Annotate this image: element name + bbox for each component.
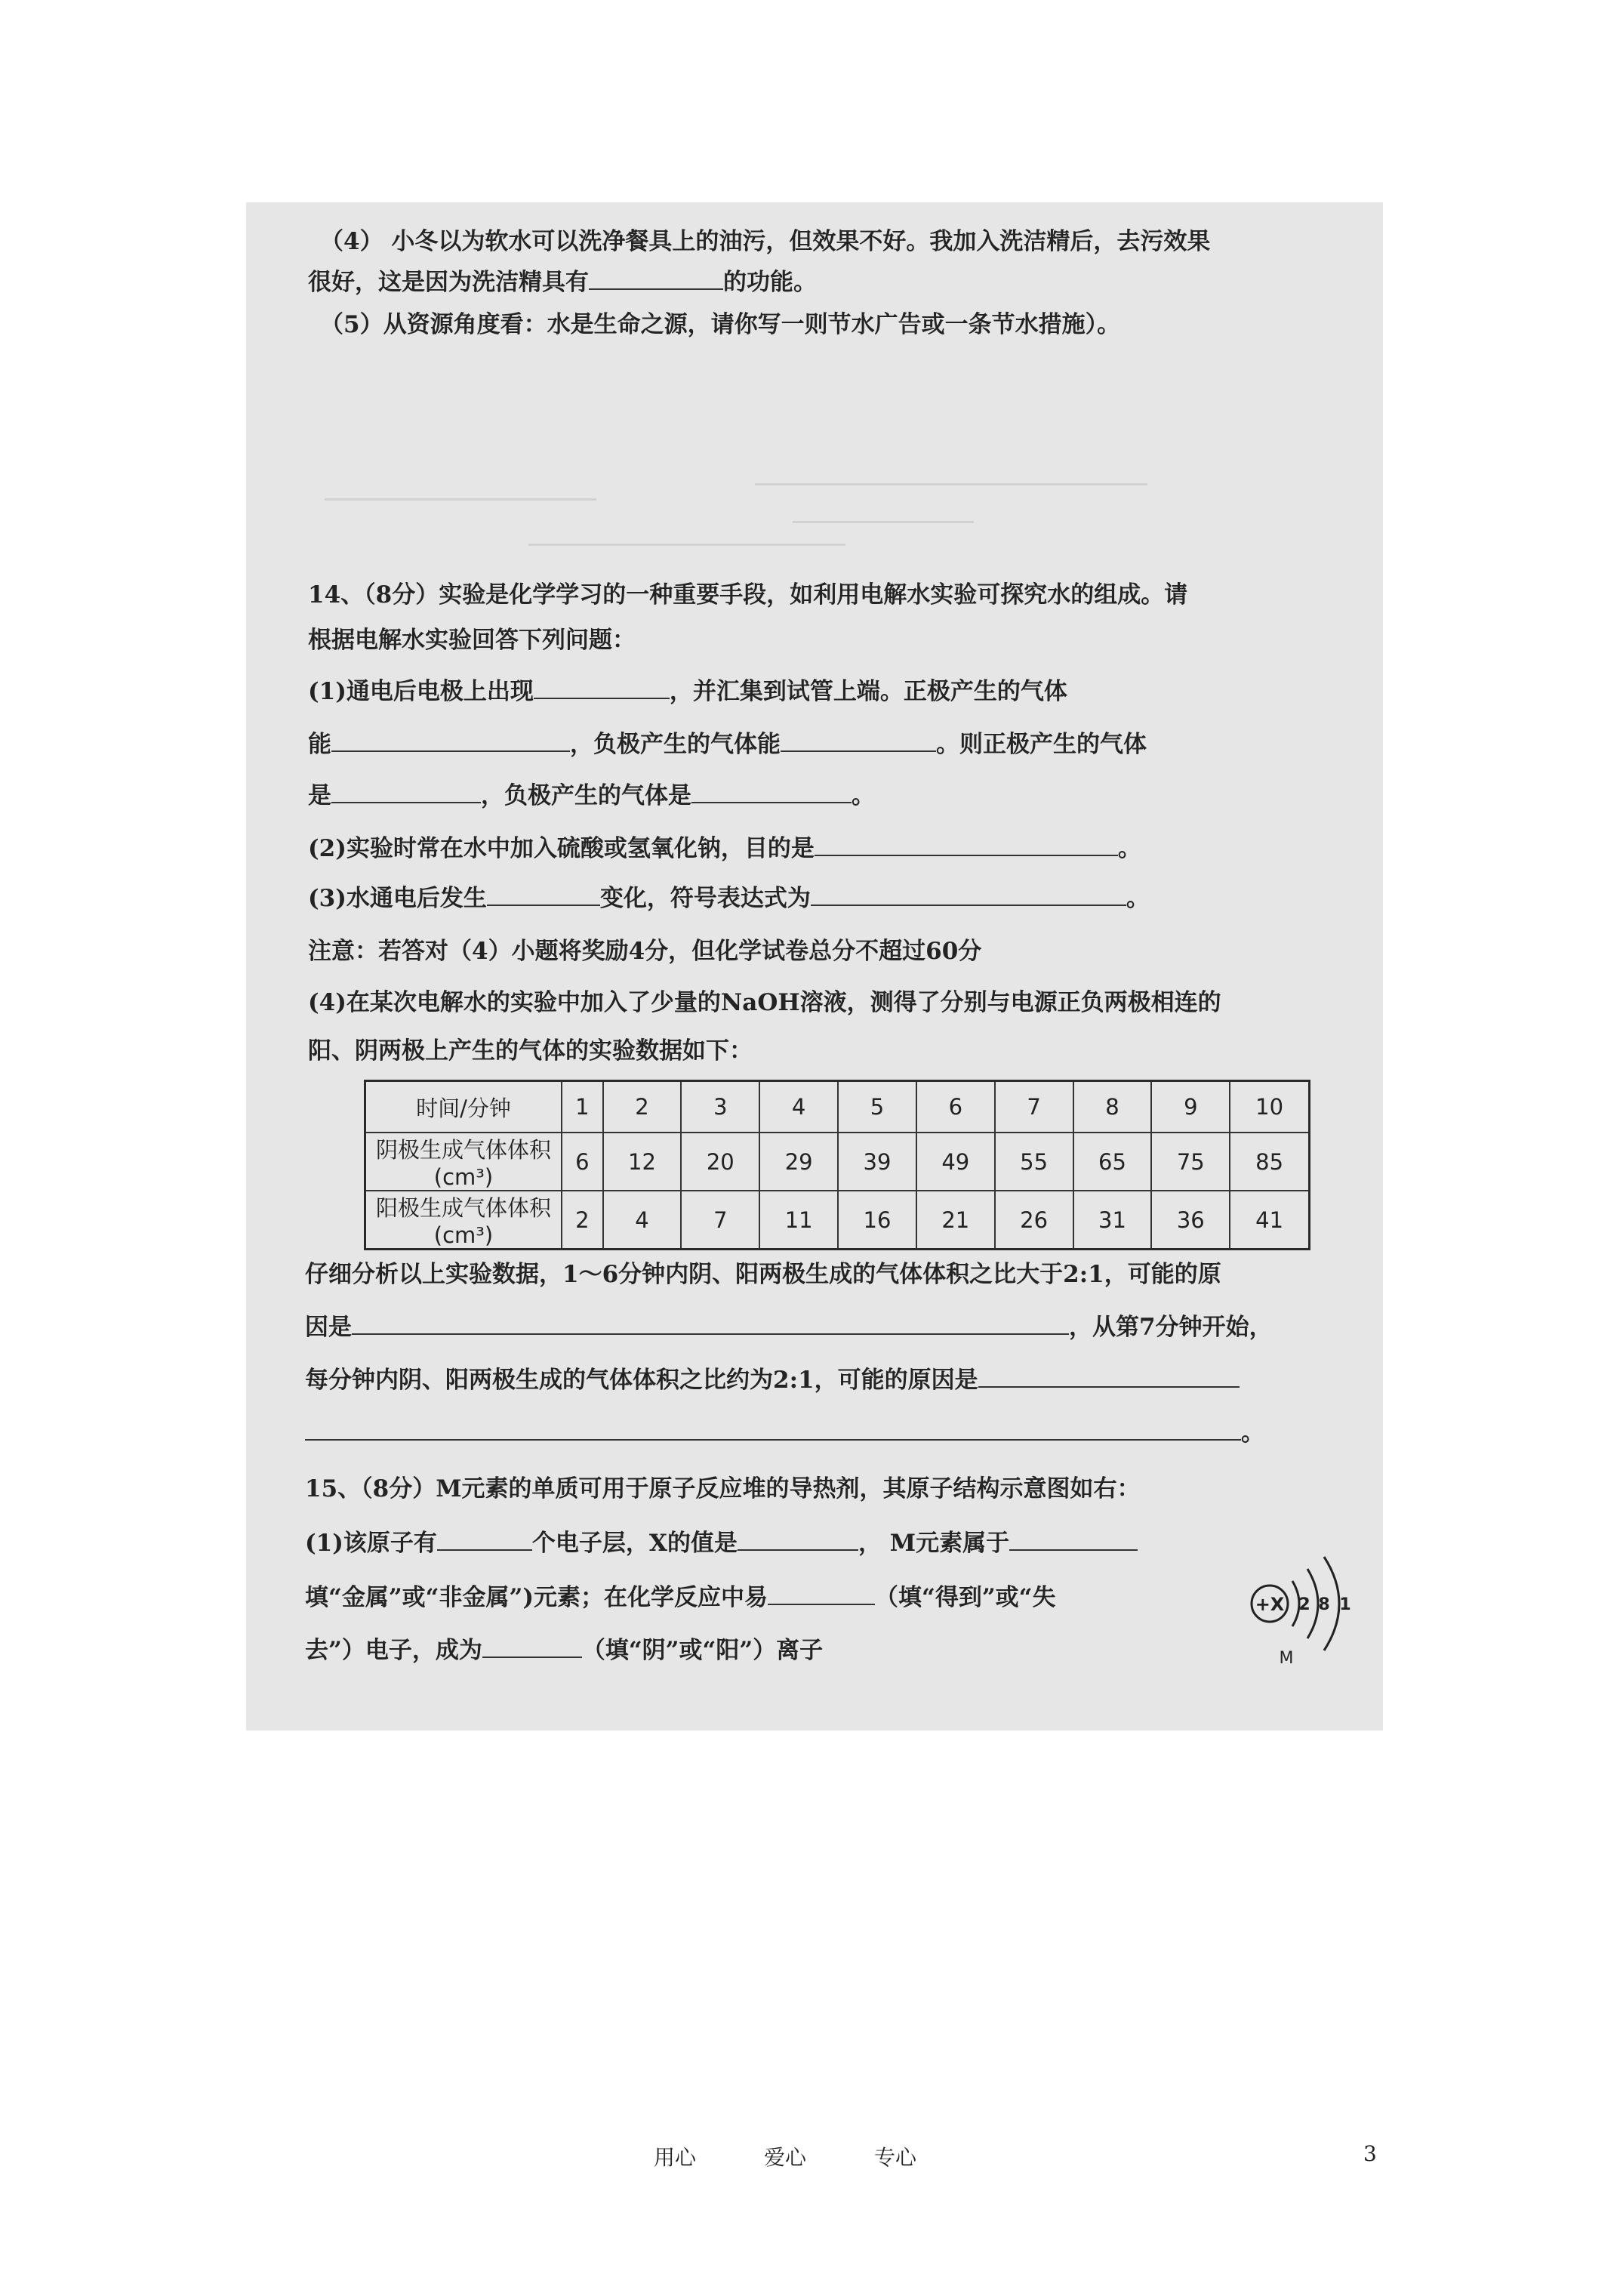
scan-artifact (793, 521, 974, 523)
q14-part4-line2: 阳、阴两极上产生的气体的实验数据如下： (308, 1037, 753, 1065)
table-cell: 75 (1151, 1133, 1230, 1191)
q14-analysis-line2: 因是 ，从第7分钟开始， (305, 1311, 1273, 1344)
table-cell: 85 (1230, 1133, 1309, 1191)
answer-blank[interactable] (487, 882, 600, 906)
table-cell: 4 (759, 1081, 838, 1133)
experiment-data-table (364, 1080, 1310, 1250)
shell-3-electrons: 1 (1339, 1595, 1351, 1614)
table-cell: 49 (916, 1133, 995, 1191)
table-cell: 26 (995, 1191, 1073, 1250)
answer-blank[interactable] (815, 832, 1118, 856)
answer-blank[interactable] (589, 266, 723, 290)
table-cell: 5 (838, 1081, 916, 1133)
q14-part4-line1: (4)在某次电解水的实验中加入了少量的NaOH溶液，测得了分别与电源正负两极相连的 (308, 989, 1221, 1016)
answer-blank[interactable] (781, 728, 936, 752)
q14-part3: (3)水通电后发生 变化，符号表达式为 。 (308, 882, 1150, 915)
table-cell: 16 (838, 1191, 916, 1250)
q15-line3: 去”）电子，成为 （填“阴”或“阳”）离子 (305, 1634, 823, 1667)
q13-part4-line1: （4） 小冬以为软水可以洗净餐具上的油污，但效果不好。我加入洗洁精后，去污效果 (320, 228, 1211, 255)
table-cell: 6 (916, 1081, 995, 1133)
table-cell: 1 (562, 1081, 603, 1133)
answer-blank[interactable] (1009, 1527, 1138, 1551)
table-row (365, 1191, 1310, 1250)
q14-analysis-line1: 仔细分析以上实验数据，1～6分钟内阴、阳两极生成的气体体积之比大于2:1，可能的原 (305, 1261, 1221, 1288)
page-number: 3 (1363, 2141, 1377, 2166)
q14-intro-line1: 14、（8分）实验是化学学习的一种重要手段，如利用电解水实验可探究水的组成。请 (308, 581, 1188, 609)
table-cell: 39 (838, 1133, 916, 1191)
nucleus-charge: +X (1255, 1594, 1285, 1615)
table-cell: 3 (681, 1081, 759, 1133)
answer-blank[interactable] (738, 1527, 858, 1551)
table-row (365, 1081, 1310, 1133)
table-cell: 21 (916, 1191, 995, 1250)
table-cell: 65 (1073, 1133, 1152, 1191)
table-cell: 2 (562, 1191, 603, 1250)
answer-blank[interactable] (305, 1416, 1241, 1441)
table-cell: 7 (995, 1081, 1073, 1133)
scan-artifact (528, 544, 845, 546)
shell-2-electrons: 8 (1318, 1595, 1330, 1614)
table-cell: 55 (995, 1133, 1073, 1191)
table-header-time: 时间/分钟 (365, 1081, 562, 1133)
scan-artifact (755, 483, 1147, 485)
q14-intro-line2: 根据电解水实验回答下列问题： (308, 627, 636, 654)
answer-blank[interactable] (331, 728, 570, 752)
table-cell: 20 (681, 1133, 759, 1191)
table-cell: 10 (1230, 1081, 1309, 1133)
table-cell: 6 (562, 1133, 603, 1191)
footer-text-3: 专心 (874, 2145, 917, 2170)
table-row (365, 1133, 1310, 1191)
q13-part4-line2: 很好，这是因为洗洁精具有 的功能。 (308, 266, 817, 299)
q13-part5: （5）从资源角度看：水是生命之源，请你写一则节水广告或一条节水措施）。 (320, 311, 1121, 338)
scan-artifact (325, 498, 596, 501)
table-cell: 2 (603, 1081, 682, 1133)
q15-intro: 15、（8分）M元素的单质可用于原子反应堆的导热剂，其原子结构示意图如右： (305, 1475, 1141, 1502)
table-cell: 29 (759, 1133, 838, 1191)
table-cell: 7 (681, 1191, 759, 1250)
answer-blank[interactable] (811, 882, 1126, 906)
table-row-label: 阴极生成气体体积(cm³) (365, 1133, 562, 1191)
table-cell: 36 (1151, 1191, 1230, 1250)
footer-text-2: 爱心 (764, 2145, 807, 2170)
answer-blank[interactable] (352, 1311, 1069, 1335)
shell-1-electrons: 2 (1298, 1595, 1310, 1614)
answer-blank[interactable] (482, 1634, 582, 1658)
q14-part1-line3: 是 ，负极产生的气体是 。 (308, 779, 875, 812)
table-cell: 8 (1073, 1081, 1152, 1133)
answer-blank[interactable] (534, 675, 670, 699)
table-cell: 9 (1151, 1081, 1230, 1133)
answer-blank[interactable] (437, 1527, 532, 1551)
answer-blank[interactable] (331, 779, 481, 803)
atom-label: M (1279, 1649, 1294, 1667)
footer-text-1: 用心 (654, 2145, 697, 2170)
q14-analysis-line4: 。 (305, 1416, 1264, 1450)
atomic-structure-diagram (1246, 1539, 1374, 1667)
q14-analysis-line3: 每分钟内阴、阳两极生成的气体体积之比约为2:1，可能的原因是 (305, 1364, 1240, 1397)
table-cell: 31 (1073, 1191, 1152, 1250)
table-cell: 41 (1230, 1191, 1309, 1250)
answer-blank[interactable] (768, 1581, 875, 1605)
table-cell: 12 (603, 1133, 682, 1191)
q14-part1-line2: 能 ，负极产生的气体能 。则正极产生的气体 (308, 728, 1147, 761)
q14-part1-line1: (1)通电后电极上出现 ，并汇集到试管上端。正极产生的气体 (308, 675, 1067, 708)
table-row-label: 阳极生成气体体积(cm³) (365, 1191, 562, 1250)
answer-blank[interactable] (978, 1364, 1240, 1388)
table-cell: 11 (759, 1191, 838, 1250)
q14-part2: (2)实验时常在水中加入硫酸或氢氧化钠，目的是 。 (308, 832, 1141, 865)
answer-blank[interactable] (691, 779, 852, 803)
table-cell: 4 (603, 1191, 682, 1250)
q14-note: 注意：若答对（4）小题将奖励4分，但化学试卷总分不超过60分 (308, 938, 982, 965)
q15-line1: (1)该原子有 个电子层，X的值是 ， M元素属于 (305, 1527, 1138, 1560)
q15-line2: 填“金属”或“非金属”)元素；在化学反应中易 （填“得到”或“失 (305, 1581, 1056, 1614)
